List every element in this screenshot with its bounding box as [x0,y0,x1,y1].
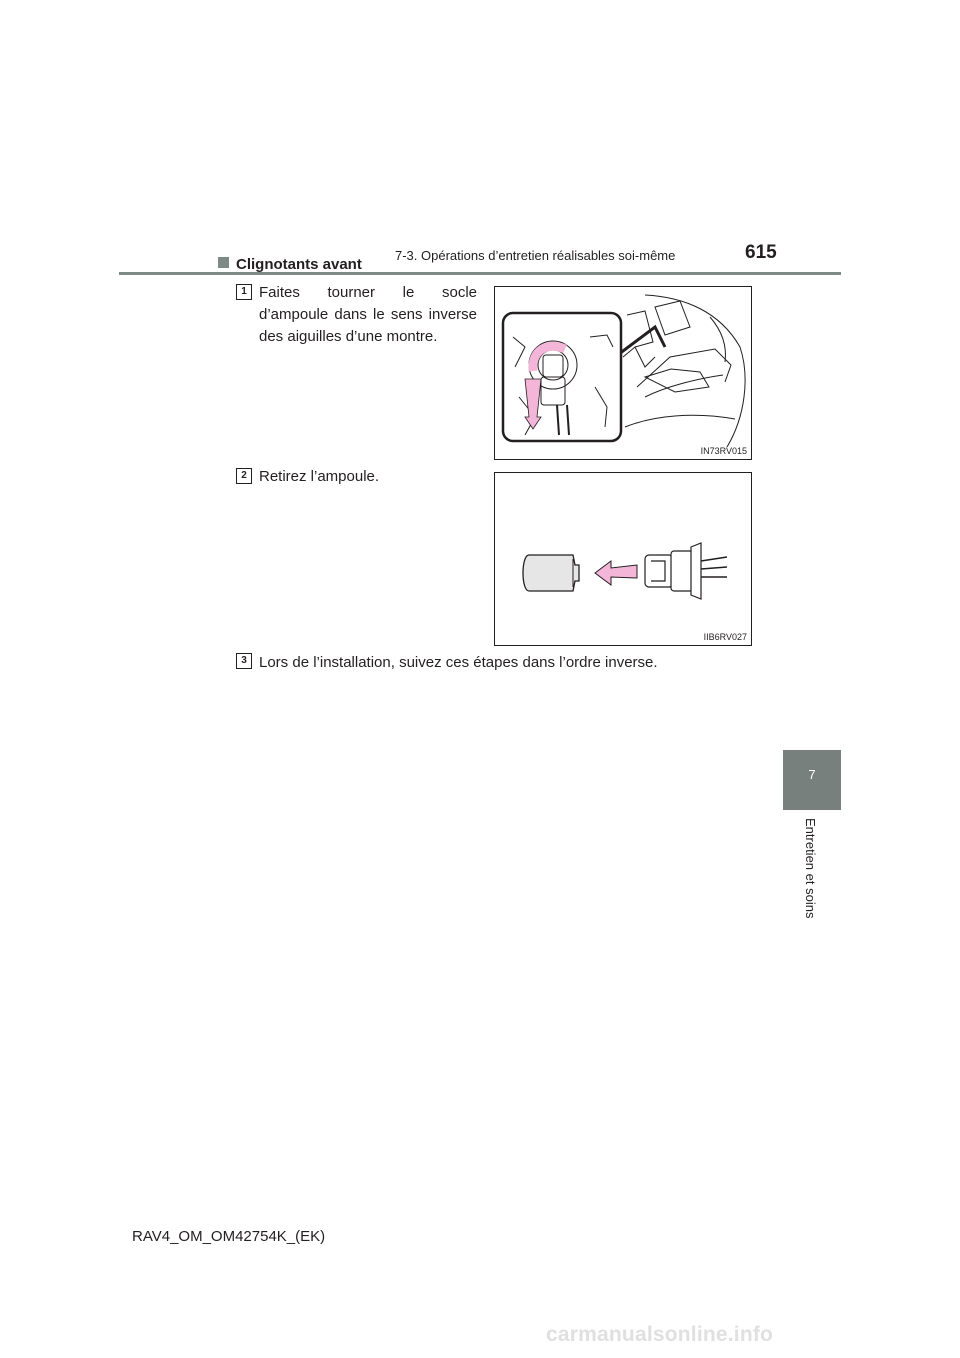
figure-code-1: IN73RV015 [700,446,747,456]
step-number-2: 2 [236,468,252,484]
figure-code-2: IIB6RV027 [703,632,747,642]
figure-bulb-removal [494,472,752,646]
bulb-removal-illustration [495,473,751,645]
section-title [218,256,362,273]
step-3-text: Lors de l’installation, suivez ces étapes dans l’ordre inverse. [259,654,658,671]
chapter-number: 7 [808,767,816,782]
step-2-text: Retirez l’ampoule. [259,468,380,485]
step-number-3: 3 [236,653,252,669]
page-number: 615 [745,242,777,263]
figure-headlight-socket [494,286,752,460]
document-code-footer: RAV4_OM_OM42754K_(EK) [132,1228,326,1245]
section-square-icon [218,257,229,268]
chapter-title: Entretien et soins [803,818,818,919]
headlight-socket-illustration [495,287,751,459]
step-1-text: Faites tourner le socle d’ampoule dans le sens inverse des aiguilles d’une montre. [259,284,477,345]
section-title-text: Clignotants avant [236,256,362,273]
step-number-1: 1 [236,284,252,300]
header-section-title: 7-3. Opérations d’entretien réalisables soi-même [395,248,676,263]
watermark: carmanualsonline.info [546,1323,774,1346]
